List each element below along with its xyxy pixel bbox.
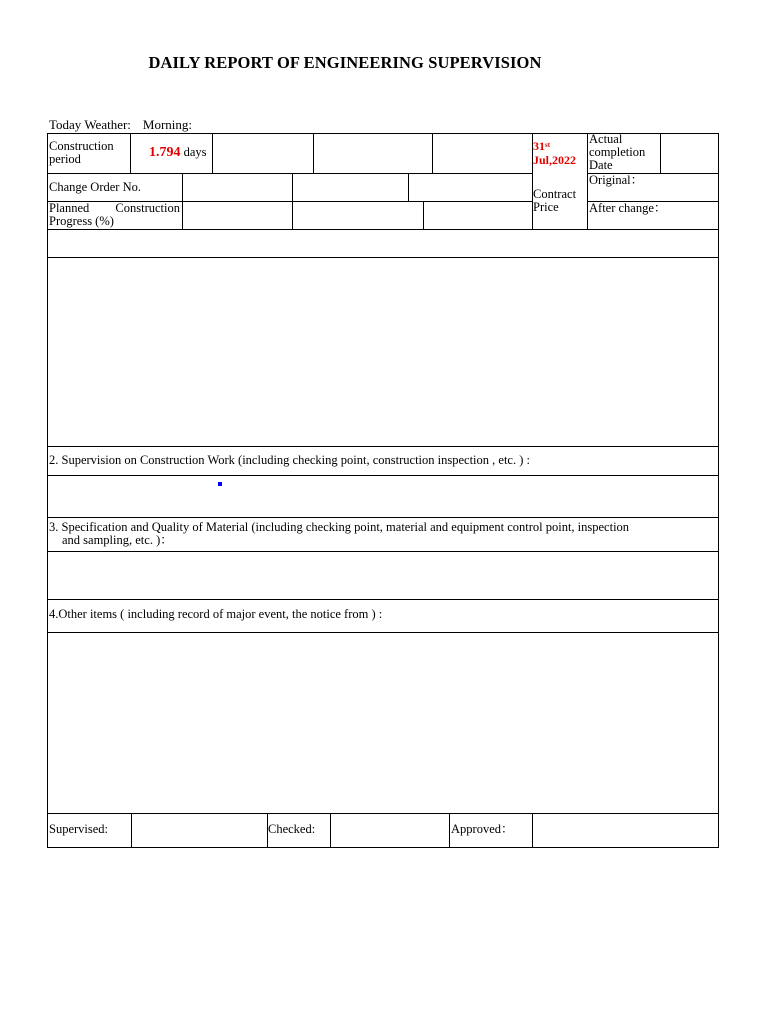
planned-progress-label: Planned Construction Progress (%) bbox=[49, 201, 180, 228]
completion-date-value: 31st Jul,2022 bbox=[533, 139, 577, 167]
weather-line bbox=[49, 117, 192, 133]
approved-label: Approved： bbox=[451, 822, 514, 836]
construction-period-value bbox=[149, 146, 207, 159]
checked-label: Checked: bbox=[268, 822, 316, 836]
period-days-unit: days bbox=[183, 145, 207, 159]
change-order-label: Change Order No. bbox=[49, 180, 141, 194]
weather-label: Today Weather: bbox=[49, 117, 131, 132]
original-price-label: Original： bbox=[589, 173, 644, 187]
cursor-marker bbox=[218, 482, 222, 486]
contract-price-label: Contract Price bbox=[533, 187, 577, 214]
section-4-heading: 4.Other items ( including record of major event, the notice from ) : bbox=[49, 607, 383, 621]
actual-completion-date-label: Actual completion Date bbox=[589, 132, 646, 172]
section-3-heading: 3. Specification and Quality of Material (including checking point, material and equipment control point, inspection and sampling, etc. )： bbox=[49, 520, 630, 547]
page-title: DAILY REPORT OF ENGINEERING SUPERVISION bbox=[148, 53, 542, 72]
after-change-price-label: After change： bbox=[589, 201, 667, 215]
supervised-label: Supervised: bbox=[49, 822, 109, 836]
section-2-heading: 2. Supervision on Construction Work (including checking point, construction inspection , etc. ) : bbox=[49, 453, 530, 467]
morning-label: Morning: bbox=[142, 117, 193, 132]
construction-period-label: Construction period bbox=[49, 139, 114, 166]
period-days-value: 1.794 bbox=[149, 145, 181, 160]
